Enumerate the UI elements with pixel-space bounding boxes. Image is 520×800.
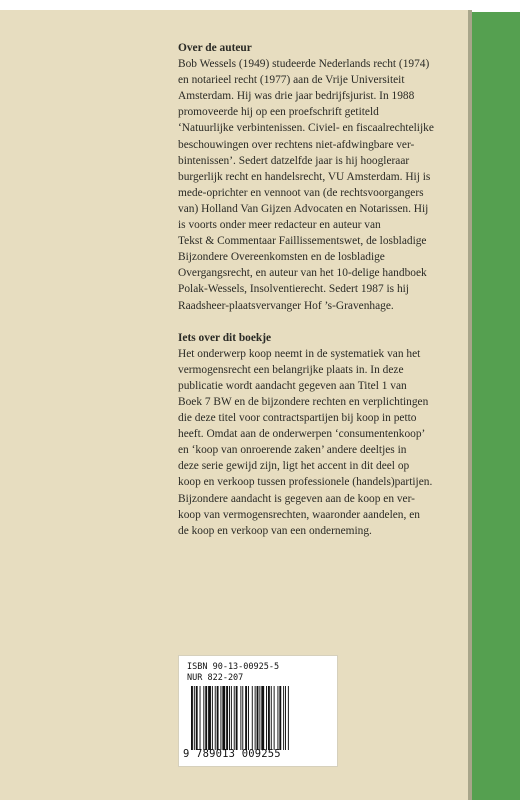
barcode-bar bbox=[220, 686, 221, 750]
text-line: Bijzondere Overeenkomsten en de losbladige bbox=[178, 251, 385, 264]
barcode-digits: 9 789013 009255 bbox=[183, 748, 281, 760]
text-line: en ‘koop van onroerende zaken’ andere deeltjes in bbox=[178, 444, 407, 457]
barcode-bar bbox=[268, 686, 270, 750]
text-line: ‘Natuurlijke verbintenissen. Civiel- en fiscaalrechtelijke bbox=[178, 122, 434, 135]
text-line: is voorts onder meer redacteur en auteur van bbox=[178, 219, 381, 232]
text-line: Boek 7 BW en de bijzondere rechten en verplichtingen bbox=[178, 395, 429, 408]
isbn-number: ISBN 90-13-00925-5 bbox=[187, 662, 280, 672]
barcode-bar bbox=[196, 686, 198, 750]
about-book-heading: Iets over dit boekje bbox=[178, 331, 272, 344]
text-line: Het onderwerp koop neemt in de systematiek van het bbox=[178, 347, 421, 360]
text-line: mede-oprichter en vennoot van (de rechtsvoorgangers bbox=[178, 186, 424, 199]
barcode-bar bbox=[240, 686, 241, 750]
isbn-block bbox=[187, 662, 279, 684]
text-line: deze serie gewijd zijn, ligt het accent in dit deel op bbox=[178, 460, 410, 473]
green-spine-strip bbox=[472, 10, 520, 800]
barcode-bar bbox=[271, 686, 272, 750]
barcode-bar bbox=[205, 686, 207, 750]
text-line: koop van vermogensrechten, waaronder aandelen, en bbox=[178, 508, 420, 521]
barcode-bar bbox=[259, 686, 260, 750]
text-line: Tekst & Commentaar Faillissementswet, de losbladige bbox=[178, 235, 427, 248]
barcode-bar bbox=[274, 686, 275, 750]
barcode-bar bbox=[226, 686, 228, 750]
barcode-bar bbox=[191, 686, 193, 750]
barcode-bar bbox=[222, 686, 225, 750]
text-line: vermogensrecht een belangrijke plaats in. In deze bbox=[178, 363, 404, 376]
barcode-bars bbox=[189, 686, 327, 750]
barcode-bar bbox=[277, 686, 278, 750]
barcode-bar bbox=[208, 686, 211, 750]
text-line: heeft. Omdat aan de onderwerpen ‘consumentenkoop’ bbox=[178, 428, 426, 441]
text-line: Bijzondere aandacht is gegeven aan de koop en ver- bbox=[178, 492, 415, 505]
barcode-bar bbox=[288, 686, 289, 750]
text-line: en notarieel recht (1977) aan de Vrije Universiteit bbox=[178, 74, 405, 87]
text-line: Bob Wessels (1949) studeerde Nederlands recht (1974) bbox=[178, 58, 430, 71]
barcode-bar bbox=[266, 686, 267, 750]
barcode-bar bbox=[231, 686, 232, 750]
section-gap bbox=[178, 314, 458, 330]
barcode-bar bbox=[248, 686, 249, 750]
text-line: beschouwingen over rechtens niet-afdwingbare ver- bbox=[178, 138, 415, 151]
text-line: koop en verkoop tussen professionele (handels)partijen. bbox=[178, 476, 433, 489]
barcode-bar bbox=[279, 686, 281, 750]
about-book-text bbox=[178, 346, 458, 539]
barcode-bar bbox=[261, 686, 264, 750]
barcode-bar bbox=[212, 686, 213, 750]
spine-top-edge bbox=[472, 0, 520, 12]
barcode-bar bbox=[194, 686, 195, 750]
back-cover-text bbox=[178, 40, 458, 539]
barcode-label bbox=[178, 655, 338, 767]
text-line: burgerlijk recht en handelsrecht, VU Amsterdam. Hij is bbox=[178, 170, 431, 183]
text-line: Raadsheer-plaatsvervanger Hof ’s-Gravenhage. bbox=[178, 299, 394, 312]
text-line: de koop en verkoop van een onderneming. bbox=[178, 524, 372, 537]
text-line: publicatie wordt aandacht gegeven aan Titel 1 van bbox=[178, 379, 407, 392]
barcode-bar bbox=[252, 686, 253, 750]
about-author-text bbox=[178, 56, 458, 314]
text-line: bintenissen’. Sedert datzelfde jaar is hij hoogleraar bbox=[178, 154, 410, 167]
barcode-bar bbox=[285, 686, 286, 750]
text-line: die deze titel voor contractspartijen bij koop in petto bbox=[178, 412, 417, 425]
barcode-bar bbox=[234, 686, 235, 750]
barcode-bar bbox=[215, 686, 216, 750]
text-line: van) Holland Van Gijzen Advocaten en Notarissen. Hij bbox=[178, 202, 429, 215]
text-line: promoveerde hij op een proefschrift getiteld bbox=[178, 106, 379, 119]
nur-code: NUR 822-207 bbox=[187, 673, 244, 683]
barcode-bar bbox=[245, 686, 247, 750]
barcode-bar bbox=[257, 686, 259, 750]
top-edge bbox=[0, 0, 520, 10]
barcode-bar bbox=[283, 686, 284, 750]
text-line: Amsterdam. Hij was drie jaar bedrijfsjurist. In 1988 bbox=[178, 90, 415, 103]
barcode-bar bbox=[203, 686, 204, 750]
barcode-bar bbox=[200, 686, 201, 750]
barcode-bar bbox=[255, 686, 256, 750]
text-line: Overgangsrecht, en auteur van het 10-delige handboek bbox=[178, 267, 427, 280]
about-author-heading: Over de auteur bbox=[178, 42, 252, 54]
text-line: Polak-Wessels, Insolventierecht. Sedert 1987 is hij bbox=[178, 283, 409, 296]
barcode-bar bbox=[236, 686, 238, 750]
barcode-bar bbox=[217, 686, 219, 750]
barcode-bar bbox=[242, 686, 243, 750]
barcode-bar bbox=[229, 686, 230, 750]
